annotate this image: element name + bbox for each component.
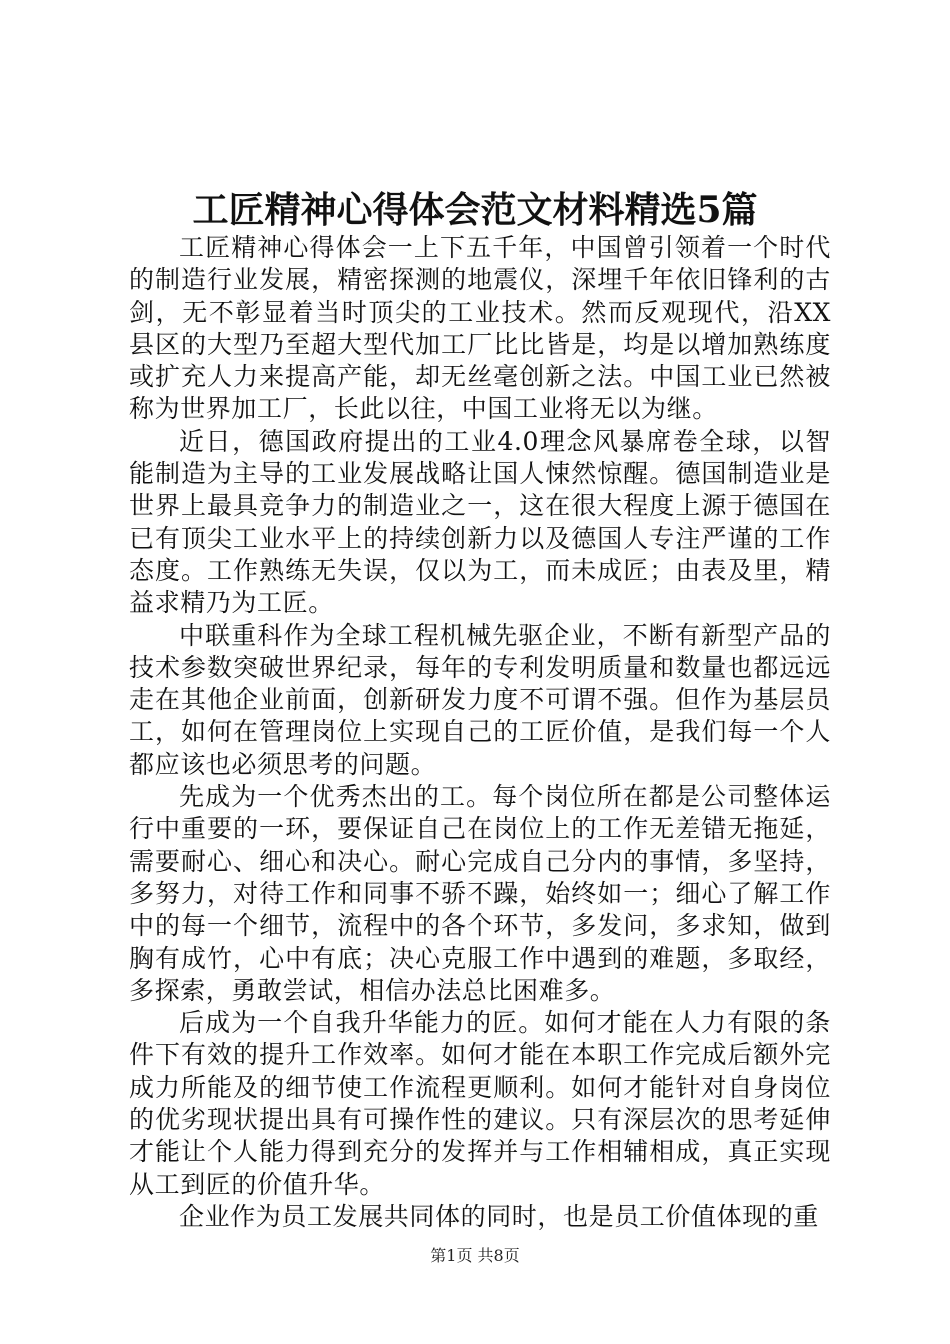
paragraph-6: 企业作为员工发展共同体的同时，也是员工价值体现的重: [179, 1201, 820, 1231]
document-title: 工匠精神心得体会范文材料精选5篇: [192, 189, 758, 231]
document-body: [129, 232, 831, 1233]
page-footer: 第1页 共8页: [430, 1246, 520, 1265]
paragraph-4: 先成为一个优秀杰出的工。每个岗位所在都是公司整体运行中重要的一环，要保证自己在岗位上的工作无差错无拖延，需要耐心、细心和决心。耐心完成自己分内的事情，多坚持，多努力，对待工作和同事不骄不躁，始终如一；细心了解工作中的每一个细节，流程中的各个环节，多发问，多求知，做到胸有成竹，心中有底；决心克服工作中遇到的难题，多取经，多探索，勇敢尝试，相信办法总比困难多。: [129, 782, 831, 1005]
paragraph-1: 工匠精神心得体会一上下五千年，中国曾引领着一个时代的制造行业发展，精密探测的地震仪，深埋千年依旧锋利的古剑，无不彰显着当时顶尖的工业技术。然而反观现代，沿XX县区的大型乃至超大型代加工厂比比皆是，均是以增加熟练度或扩充人力来提高产能，却无丝毫创新之法。中国工业已然被称为世界加工厂，长此以往，中国工业将无以为继。: [129, 233, 831, 424]
paragraph-3: 中联重科作为全球工程机械先驱企业，不断有新型产品的技术参数突破世界纪录，每年的专利发明质量和数量也都远远走在其他企业前面，创新研发力度不可谓不强。但作为基层员工，如何在管理岗位上实现自己的工匠价值，是我们每一个人都应该也必须思考的问题。: [129, 620, 831, 779]
paragraph-2: 近日，德国政府提出的工业4.0理念风暴席卷全球，以智能制造为主导的工业发展战略让国人悚然惊醒。德国制造业是世界上最具竞争力的制造业之一，这在很大程度上源于德国在已有顶尖工业水平上的持续创新力以及德国人专注严谨的工作态度。工作熟练无失误，仅以为工，而未成匠；由表及里，精益求精乃为工匠。: [129, 426, 831, 618]
paragraph-5: 后成为一个自我升华能力的匠。如何才能在人力有限的条件下有效的提升工作效率。如何才能在本职工作完成后额外完成力所能及的细节使工作流程更顺利。如何才能针对自身岗位的优劣现状提出具有可操作性的建议。只有深层次的思考延伸才能让个人能力得到充分的发挥并与工作相辅相成，真正实现从工到匠的价值升华。: [129, 1008, 831, 1199]
